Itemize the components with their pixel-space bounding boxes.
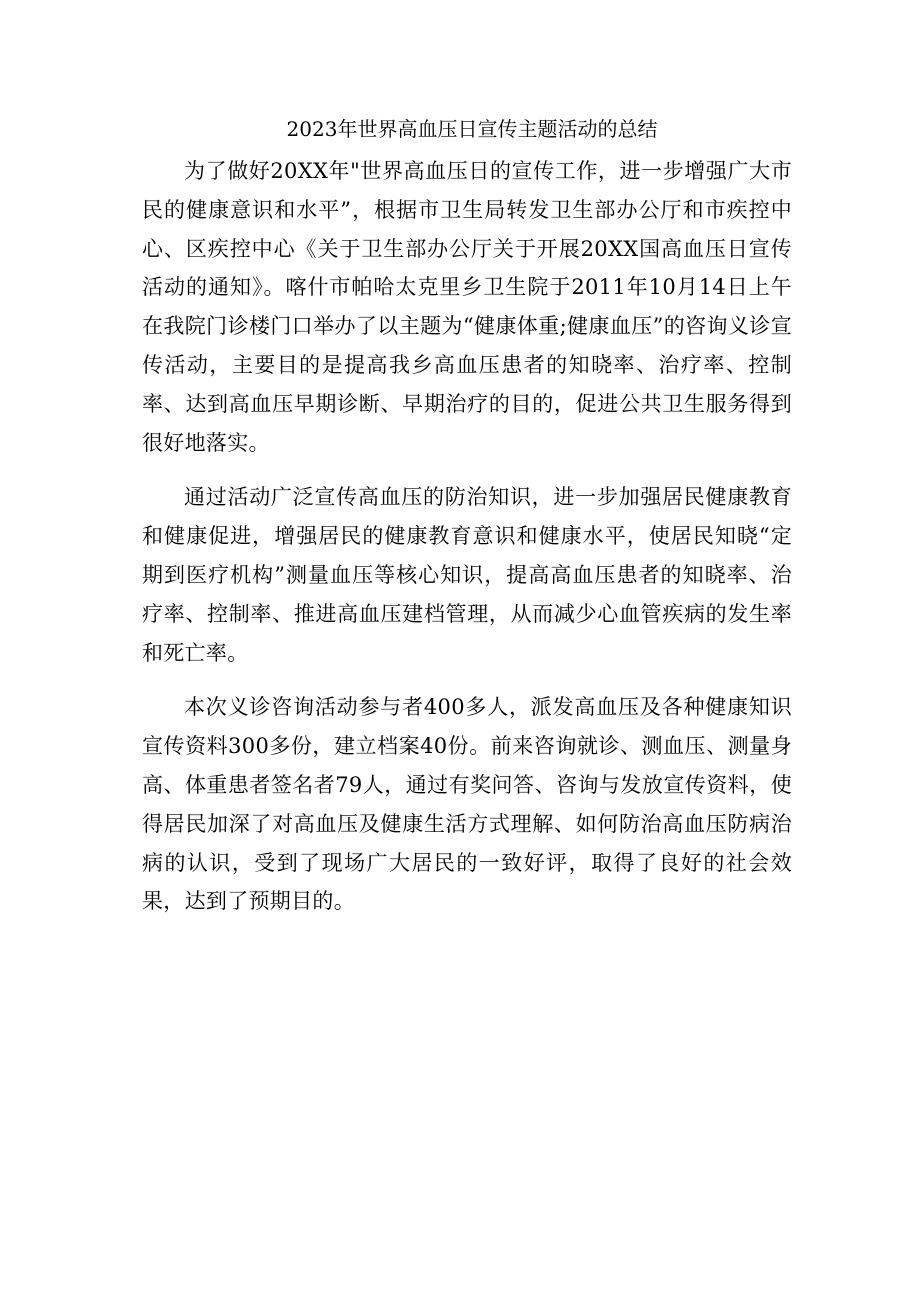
paragraph-1: 为了做好20XX年"世界高血压日的宣传工作，进一步增强广大市民的健康意识和水平”，根据市卫生局转发卫生部办公厅和市疾控中心、区疾控中心《关于卫生部办公厅关于开展20XX国高血压日宣传活动的通知》。喀什市帕哈太克里乡卫生院于2011年10月14日上午在我院门诊楼门口举办了以主题为“健康体重;健康血压”的咨询义诊宣传活动，主要目的是提高我乡高血压患者的知晓率、治疗率、控制率、达到高血压早期诊断、早期治疗的目的，促进公共卫生服务得到很好地落实。 [142, 159, 792, 455]
document-title: 2023年世界高血压日宣传主题活动的总结 [286, 117, 658, 141]
paragraph-3: 本次义诊咨询活动参与者400多人，派发高血压及各种健康知识宣传资料300多份，建立档案40份。前来咨询就诊、测血压、测量身高、体重患者签名者79人，通过有奖问答、咨询与发放宣传资料，使得居民加深了对高血压及健康生活方式理解、如何防治高血压防病治病的认识，受到了现场广大居民的一致好评，取得了良好的社会效果，达到了预期目的。 [142, 695, 792, 914]
document-body [142, 110, 792, 921]
paragraph-2: 通过活动广泛宣传高血压的防治知识，进一步加强居民健康教育和健康促进，增强居民的健康教育意识和健康水平，使居民知晓“定期到医疗机构”测量血压等核心知识，提高高血压患者的知晓率、治疗率、控制率、推进高血压建档管理，从而减少心血管疾病的发生率和死亡率。 [142, 485, 792, 665]
